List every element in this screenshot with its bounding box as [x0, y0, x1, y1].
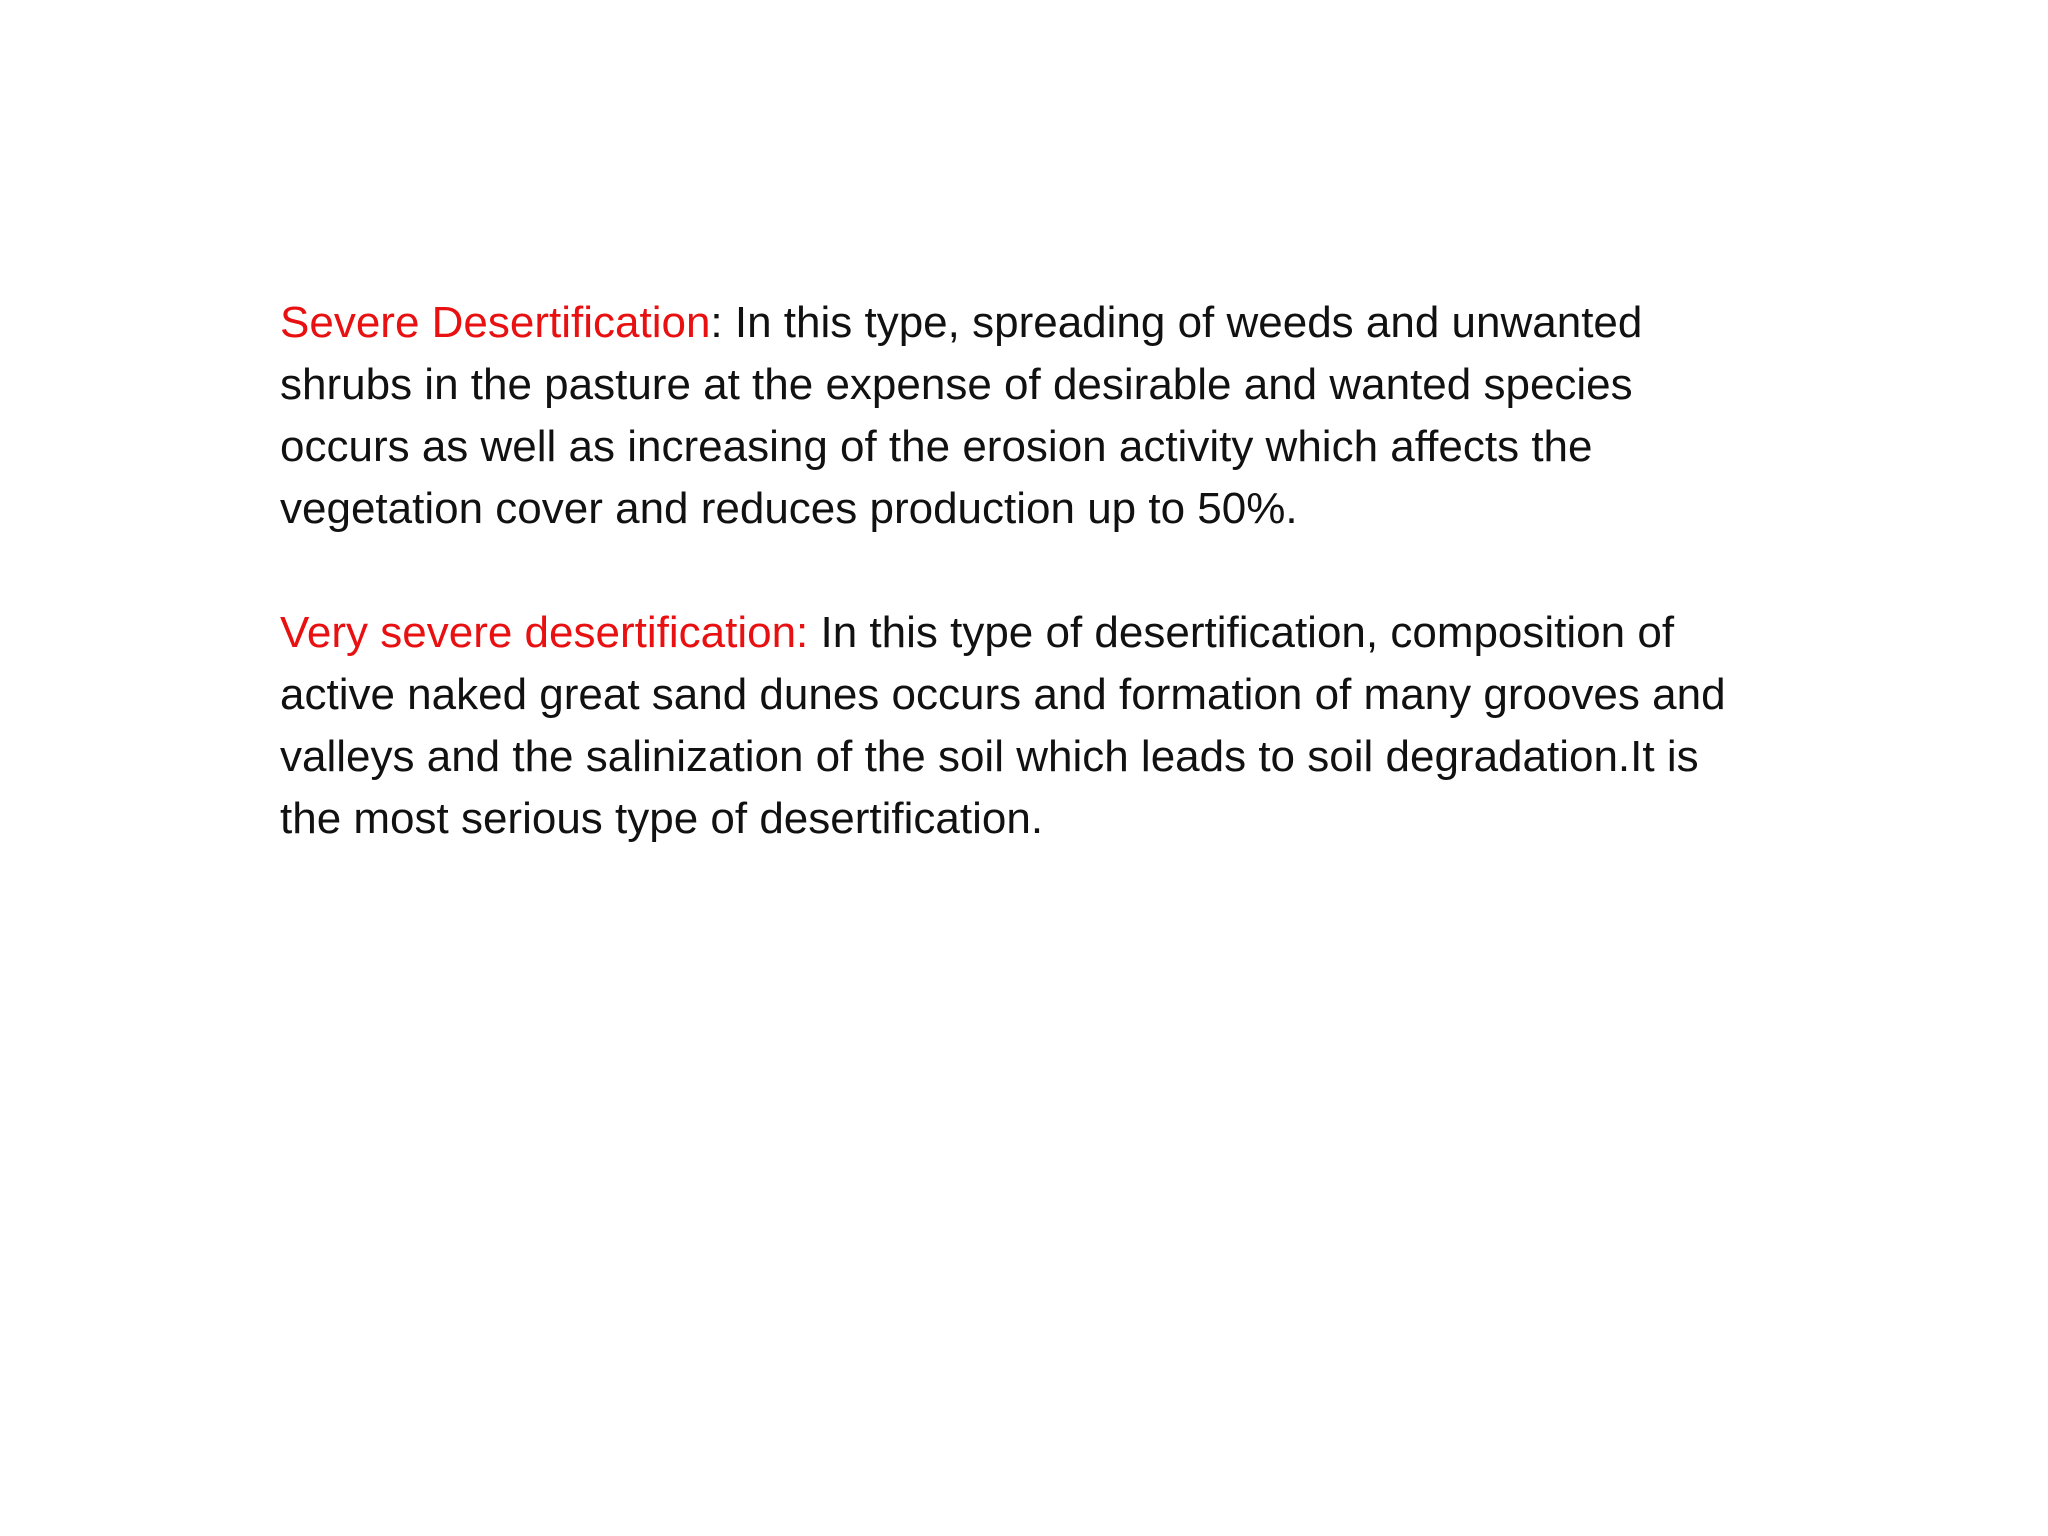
term-very-severe-desertification: Very severe desertification:	[280, 608, 809, 657]
definition-very-severe-desertification: In this type of desertification, composition of active naked great sand dunes occurs and formation of many grooves and valleys and the salinization of the soil which leads to soil degradation.It is the most serious type of desertification.	[280, 608, 1726, 843]
paragraph-very-severe-desertification	[280, 602, 1740, 850]
term-severe-desertification: Severe Desertification	[280, 298, 711, 347]
definition-severe-desertification: : In this type, spreading of weeds and unwanted shrubs in the pasture at the expense of desirable and wanted species occurs as well as increasing of the erosion activity which affects the vegetation cover and reduces production up to 50%.	[280, 298, 1643, 533]
text-body	[280, 292, 1740, 850]
paragraph-severe-desertification	[280, 292, 1740, 540]
